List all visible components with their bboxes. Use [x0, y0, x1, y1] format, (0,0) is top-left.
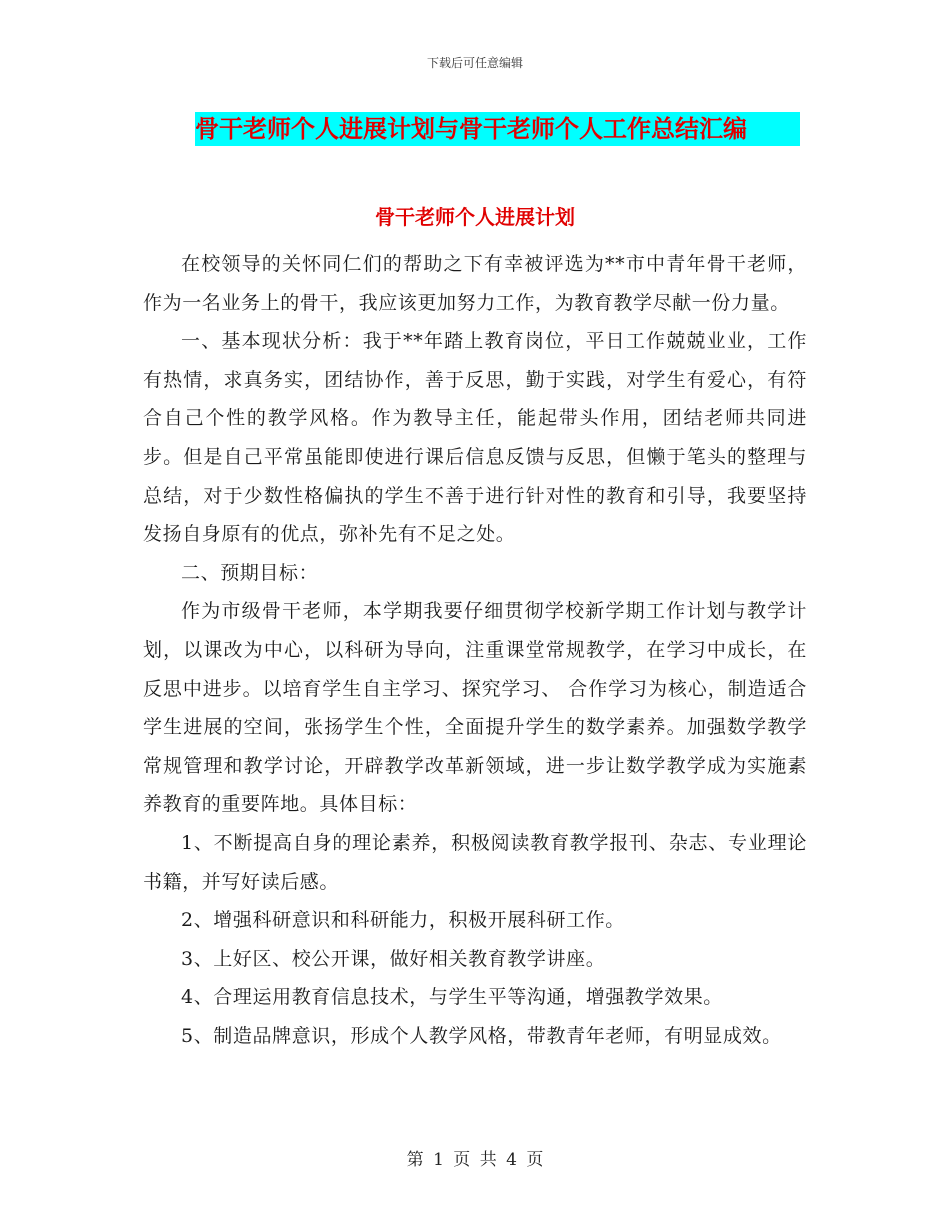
goal-item-1: 1、不断提高自身的理论素养，积极阅读教育教学报刊、杂志、专业理论书籍，并写好读后感。 — [143, 831, 807, 893]
goal-item-5: 5、制造品牌意识，形成个人教学风格，带教青年老师，有明显成效。 — [181, 1024, 782, 1047]
header-note: 下载后可任意编辑 — [426, 56, 523, 70]
goals-heading: 二、预期目标： — [181, 561, 319, 584]
goal-item-3: 3、上好区、校公开课，做好相关教育教学讲座。 — [181, 947, 606, 970]
intro-paragraph: 在校领导的关怀同仁们的帮助之下有幸被评选为**市中青年骨干老师，作为一名业务上的骨干，我应该更加努力工作，为教育教学尽献一份力量。 — [143, 253, 807, 314]
goals-paragraph: 作为市级骨干老师，本学期我要仔细贯彻学校新学期工作计划与教学计划，以课改为中心，以科研为导向，注重课堂常规教学，在学习中成长，在反思中进步。以培育学生自主学习、探究学习、 合作学习为核心，制造适合学生进展的空间，张扬学生个性，全面提升学生的数学素养。加强数学教学常规管理和教学讨论，开辟教学改革新领域，进一步让数学教学成为实施素养教育的重要阵地。具体目标： — [143, 600, 807, 816]
goal-item-4: 4、合理运用教育信息技术，与学生平等沟通，增强教学效果。 — [181, 986, 723, 1009]
page-number: 第 1 页 共 4 页 — [406, 1150, 544, 1170]
goal-item-2: 2、增强科研意识和科研能力，积极开展科研工作。 — [181, 909, 625, 932]
document-body — [143, 245, 807, 1055]
status-analysis-paragraph: 一、基本现状分析：我于**年踏上教育岗位，平日工作兢兢业业，工作有热情，求真务实，团结协作，善于反思，勤于实践，对学生有爱心，有符合自己个性的教学风格。作为教导主任，能起带头作用，团结老师共同进步。但是自己平常虽能即使进行课后信息反馈与反思，但懒于笔头的整理与总结，对于少数性格偏执的学生不善于进行针对性的教育和引导，我要坚持发扬自身原有的优点，弥补先有不足之处。 — [143, 330, 807, 546]
section-title: 骨干老师个人进展计划 — [375, 205, 575, 229]
document-title: 骨干老师个人进展计划与骨干老师个人工作总结汇编 — [195, 112, 800, 146]
